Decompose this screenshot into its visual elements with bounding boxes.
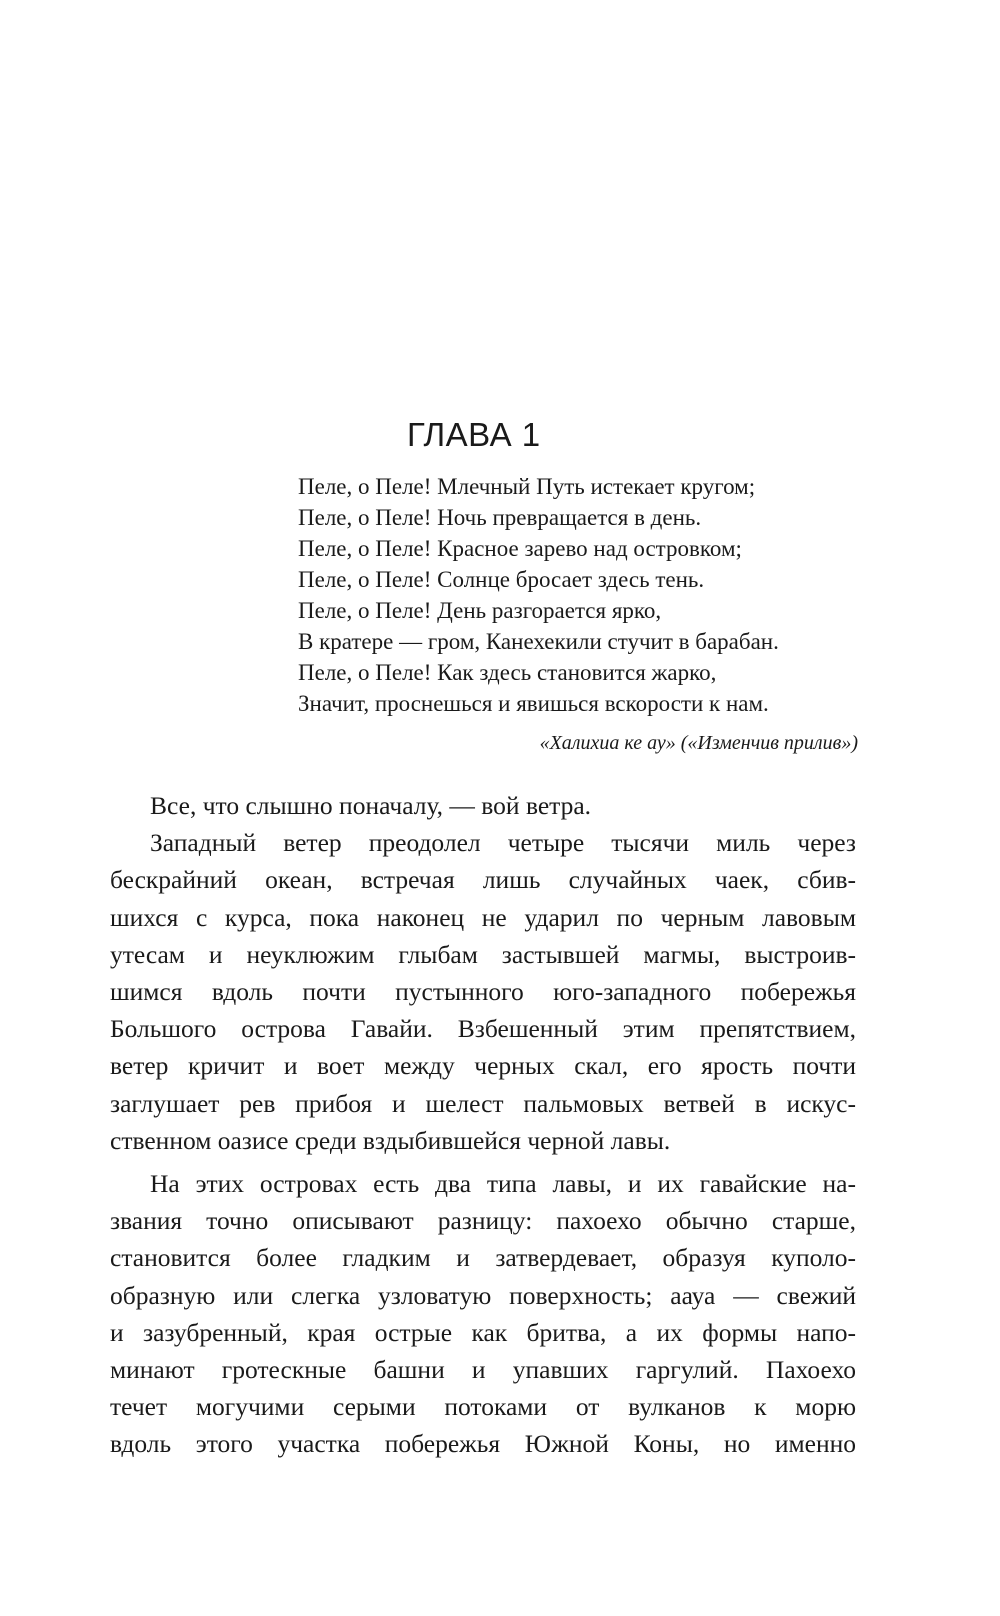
body-line: ветер кричит и воет между черных скал, его ярость почти (110, 1051, 856, 1081)
body-line: и зазубренный, края острые как бритва, а их формы напо- (110, 1317, 856, 1347)
epigraph-line: Пеле, о Пеле! Как здесь становится жарко, (298, 660, 717, 685)
epigraph-line: В кратере — гром, Канехекили стучит в барабан. (298, 629, 779, 654)
body-line: шимся вдоль почти пустынного юго-западного побережья (110, 977, 856, 1007)
body-line: вдоль этого участка побережья Южной Коны, но именно (110, 1429, 856, 1459)
body-line: заглушает рев прибоя и шелест пальмовых ветвей в искус- (110, 1088, 856, 1118)
body-line: минают гротескные башни и упавших гаргулий. Пахоехо (110, 1355, 856, 1385)
epigraph-line: Пеле, о Пеле! Солнце бросает здесь тень. (298, 567, 705, 592)
epigraph-line: Значит, проснешься и явишься вскорости к нам. (298, 691, 769, 716)
epigraph-line: Пеле, о Пеле! День разгорается ярко, (298, 598, 662, 623)
epigraph (298, 471, 858, 757)
body-line: Все, что слышно поначалу, — вой ветра. (150, 791, 592, 820)
body-line: течет могучими серыми потоками от вулканов к морю (110, 1392, 856, 1422)
body-line: Большого острова Гавайи. Взбешенный этим препятствием, (110, 1014, 856, 1044)
body-line: образную или слегка узловатую поверхность; аауа — свежий (110, 1280, 856, 1310)
body-text (110, 787, 856, 1463)
epigraph-source: «Халихиа ке ау» («Изменчив прилив») (539, 732, 858, 754)
body-line: становится более гладким и затвердевает, образуя куполо- (110, 1243, 856, 1273)
epigraph-line: Пеле, о Пеле! Ночь превращается в день. (298, 505, 702, 530)
body-line: звания точно описывают разницу: пахоехо обычно старше, (110, 1206, 856, 1236)
body-line: утесам и неуклюжим глыбам застывшей магмы, выстроив- (110, 939, 856, 969)
body-line: На этих островах есть два типа лавы, и их гавайские на- (150, 1169, 856, 1199)
epigraph-line: Пеле, о Пеле! Млечный Путь истекает кругом; (298, 474, 756, 499)
body-line: шихся с курса, пока наконец не ударил по черным лавовым (110, 902, 856, 932)
body-line: бескрайний океан, встречая лишь случайных чаек, сбив- (110, 865, 856, 895)
body-line: ственном оазисе среди вздыбившейся черной лавы. (110, 1125, 671, 1155)
chapter-title: ГЛАВА 1 (407, 416, 541, 453)
body-line: Западный ветер преодолел четыре тысячи миль через (150, 828, 856, 858)
epigraph-line: Пеле, о Пеле! Красное зарево над островком; (298, 536, 742, 561)
